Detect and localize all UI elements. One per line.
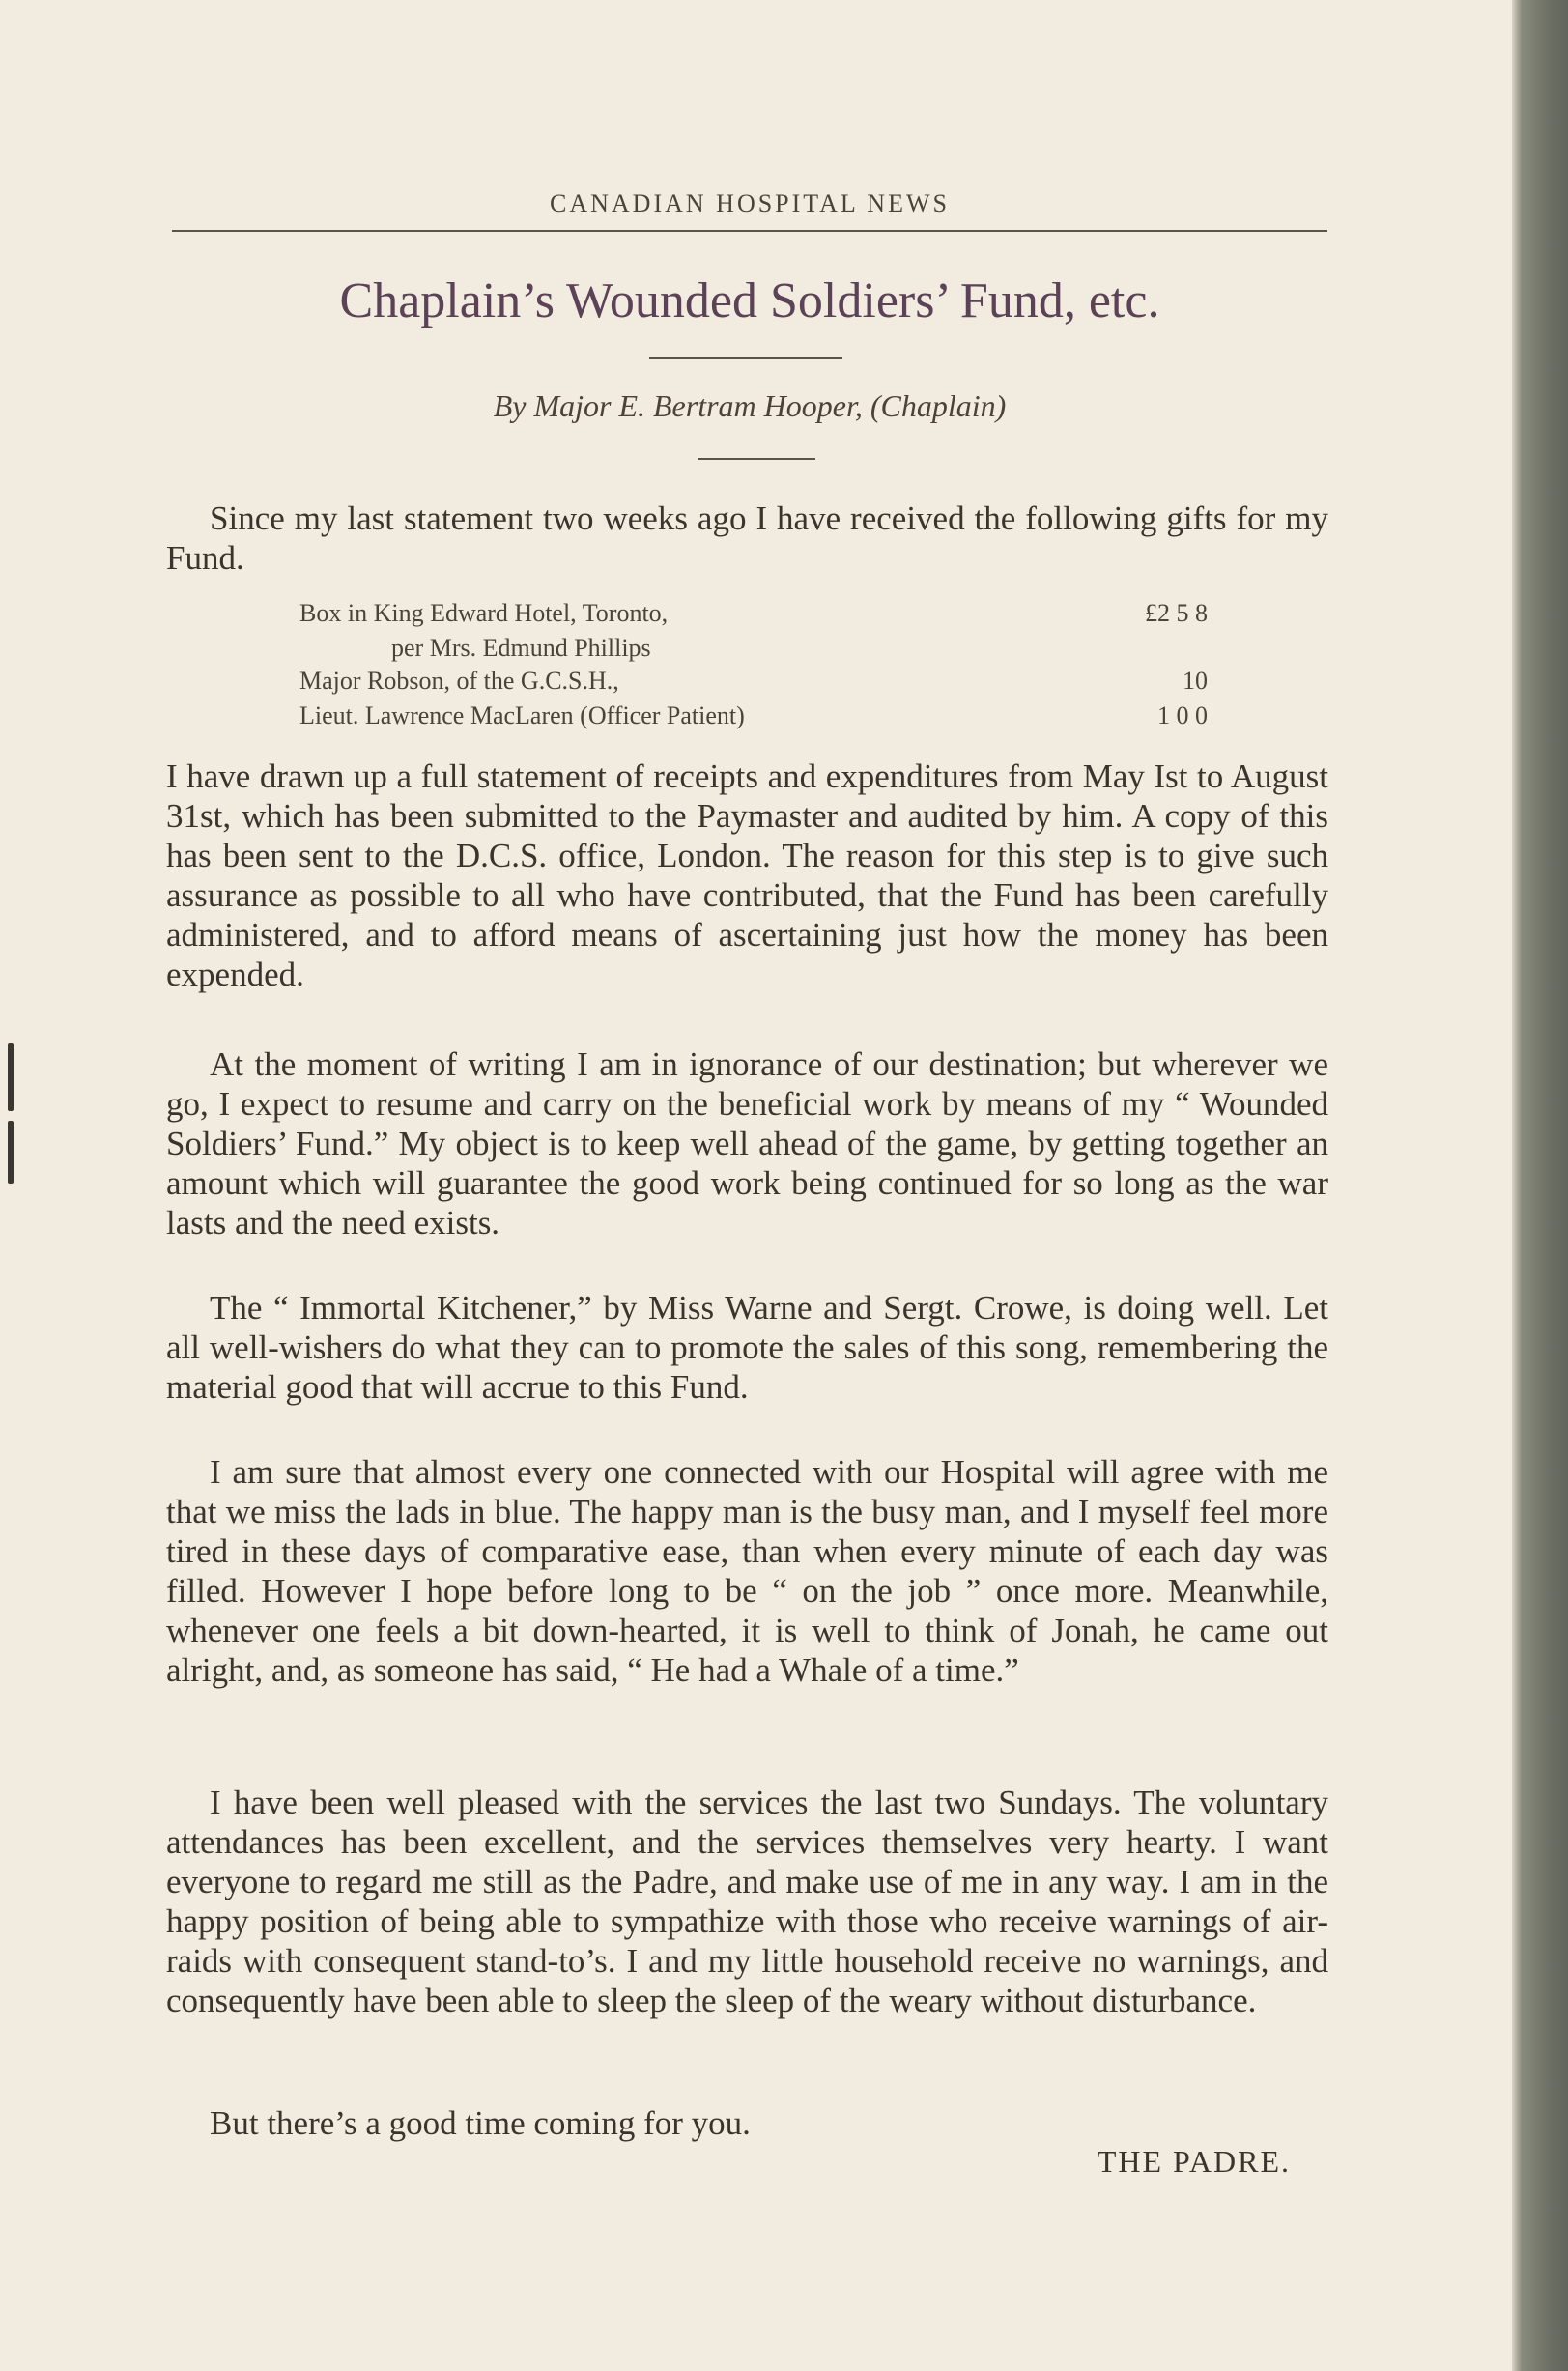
gift-entry [299,701,1208,736]
binding-staple [8,1043,14,1111]
page-binding-edge [1512,0,1568,2371]
gift-entry [299,667,1208,701]
article-byline: By Major E. Bertram Hooper, (Chaplain) [493,388,1007,423]
body-paragraph: The “ Immortal Kitchener,” by Miss Warne and Sergt. Crowe, is doing well. Let all well-wishers do what they can to promote the sales of this song, remembering the material good that will accrue to this Fund. [166,1289,1328,1406]
gift-donor: Major Robson, of the G.C.S.H., [299,667,619,695]
running-head: CANADIAN HOSPITAL NEWS [550,189,950,217]
gift-amount: 10 [1183,667,1208,695]
closing-line: But there’s a good time coming for you. [210,2104,751,2142]
byline-divider [698,458,815,460]
gift-entry-continuation [299,634,1208,667]
binding-staple [8,1121,14,1184]
gift-donor: Lieut. Lawrence MacLaren (Officer Patient) [299,701,745,729]
intro-paragraph: Since my last statement two weeks ago I have received the following gifts for my Fund. [166,500,1328,577]
body-paragraph: I have drawn up a full statement of receipts and expenditures from May Ist to August 31st, which has been submitted to the Paymaster and audited by him. A copy of this has been sent to the D.C.S. office, London. The reason for this step is to give such assurance as possible to all who have contributed, that the Fund has been carefully administered, and to afford means of ascertaining just how the money has been expended. [166,757,1328,993]
body-paragraph: I have been well pleased with the services the last two Sundays. The voluntary attendances has been excellent, and the services themselves very hearty. I want everyone to regard me still as the Padre, and make use of me in any way. I am in the happy position of being able to sympathize with those who receive warnings of air-raids with consequent stand-to’s. I and my little household receive no warnings, and consequently have been able to sleep the sleep of the weary without disturbance. [166,1784,1328,2019]
title-divider [649,357,842,359]
gift-amount: 1 0 0 [1157,701,1208,729]
article-title: Chaplain’s Wounded Soldiers’ Fund, etc. [339,273,1160,329]
gift-amount: £2 5 8 [1145,599,1208,627]
header-divider [172,230,1327,232]
gift-donor-note: per Mrs. Edmund Phillips [391,634,651,662]
gift-entry [299,599,1208,634]
gift-donor: Box in King Edward Hotel, Toronto, [299,599,669,627]
body-paragraph: At the moment of writing I am in ignorance of our destination; but wherever we go, I expect to resume and carry on the beneficial work by means of my “ Wounded Soldiers’ Fund.” My object is to keep well ahead of the game, by getting together an amount which will guarantee the good work being continued for so long as the war lasts and the need exists. [166,1045,1328,1242]
body-paragraph: I am sure that almost every one connected with our Hospital will agree with me that we miss the lads in blue. The happy man is the busy man, and I myself feel more tired in these days of comparative ease, than when every minute of each day was filled. However I hope before long to be “ on the job ” once more. Meanwhile, whenever one feels a bit down-hearted, it is well to think of Jonah, he came out alright, and, as someone has said, “ He had a Whale of a time.” [166,1453,1328,1689]
signature: THE PADRE. [1097,2144,1291,2179]
gifts-list [299,599,1208,736]
